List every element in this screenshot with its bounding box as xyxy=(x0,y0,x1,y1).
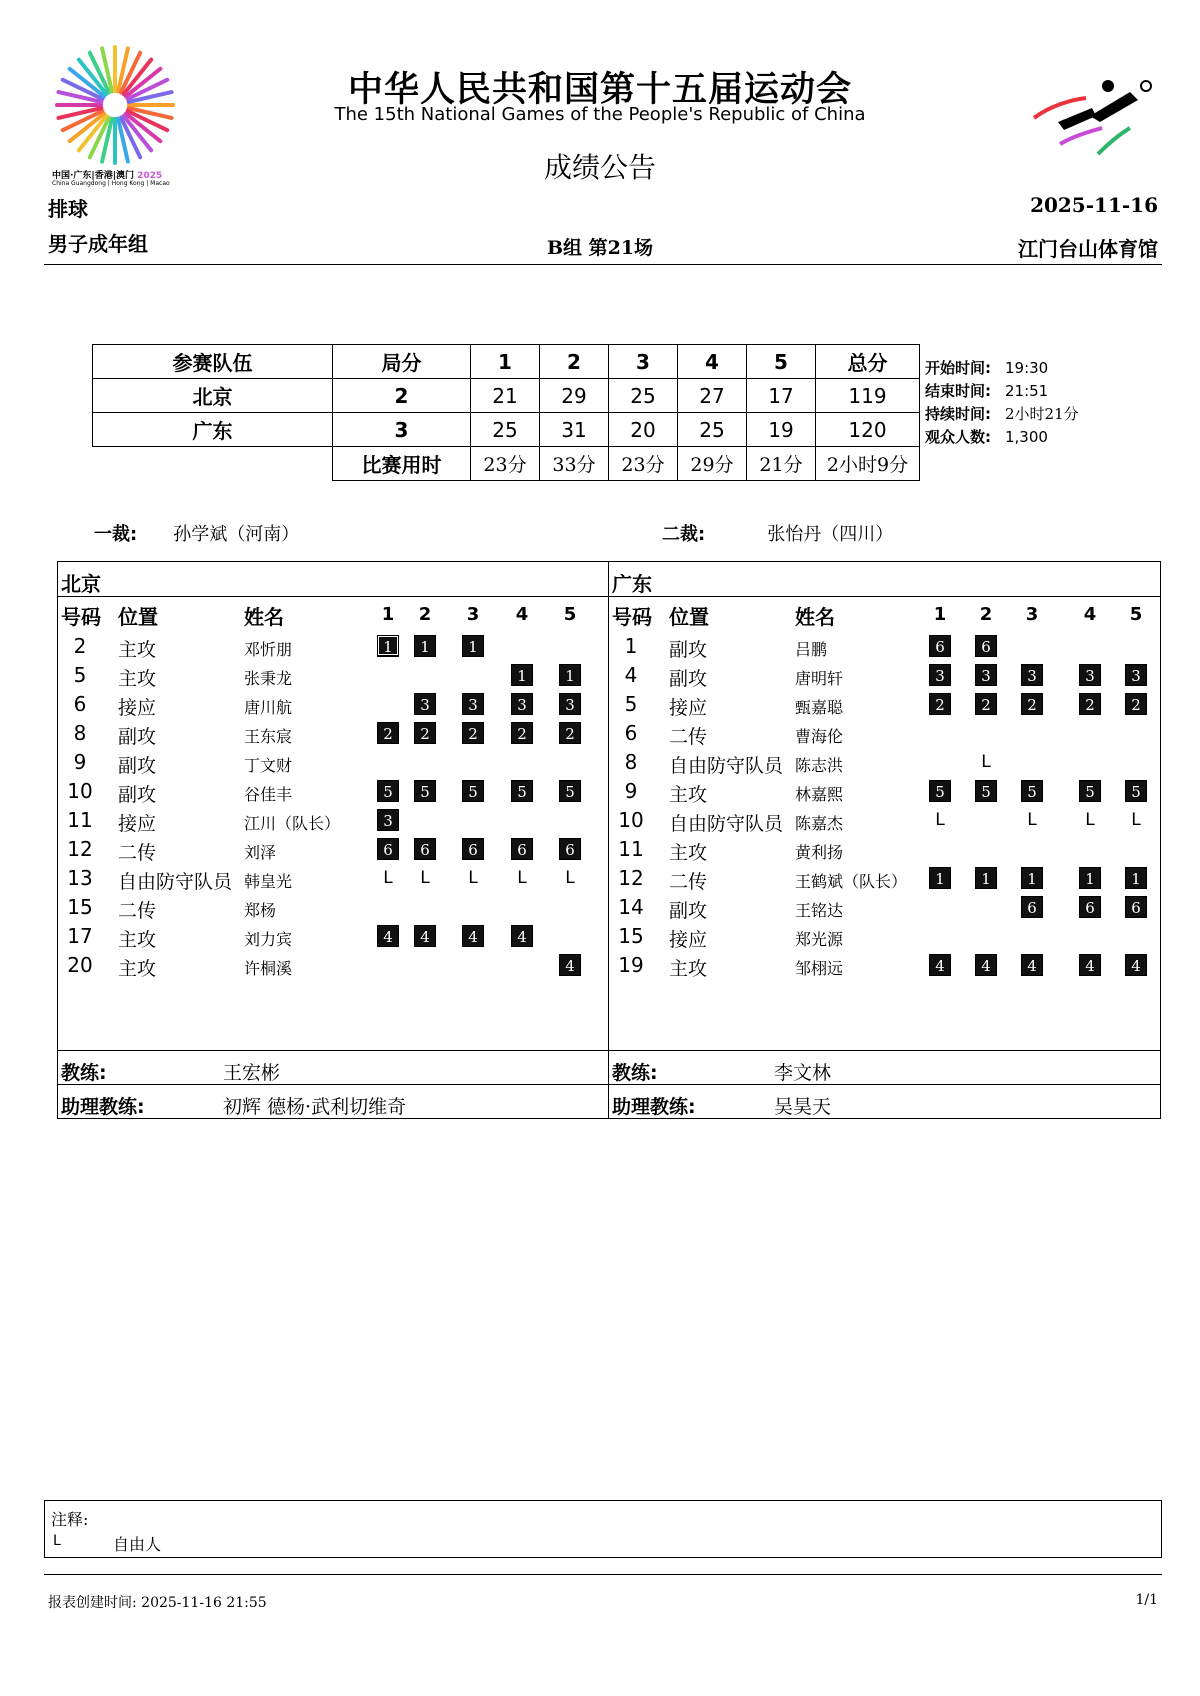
player-number: 8 xyxy=(73,721,87,745)
starting-position-badge: 1 xyxy=(414,635,436,657)
column-header-position: 位置 xyxy=(118,605,158,629)
player-row xyxy=(609,951,1159,979)
starting-position-badge: 4 xyxy=(414,925,436,947)
libero-marker: L xyxy=(1027,810,1037,830)
player-number: 1 xyxy=(624,634,638,658)
player-name: 邓忻朋 xyxy=(244,640,293,659)
volleyball-pictogram-icon xyxy=(1030,78,1152,156)
column-header-set: 5 xyxy=(563,604,577,625)
team-name: 广东 xyxy=(93,413,333,447)
starting-position-badge: 5 xyxy=(929,780,951,802)
player-name: 唐川航 xyxy=(244,698,293,717)
footer-divider xyxy=(44,1574,1162,1575)
player-name: 刘力宾 xyxy=(244,930,293,949)
player-position: 副攻 xyxy=(669,668,708,690)
starting-position-badge: 5 xyxy=(1079,780,1101,802)
starting-position-badge: 2 xyxy=(377,722,399,744)
duration-spacer xyxy=(93,447,333,481)
player-position: 接应 xyxy=(118,813,157,835)
starting-position-badge: 3 xyxy=(1125,664,1147,686)
player-number: 12 xyxy=(67,837,93,861)
info-label: 开始时间: xyxy=(925,359,991,377)
player-name: 陈志洪 xyxy=(795,756,844,775)
player-position: 二传 xyxy=(669,726,708,748)
info-label: 观众人数: xyxy=(925,428,991,446)
starting-position-badge: 5 xyxy=(462,780,484,802)
starting-position-badge: 4 xyxy=(1079,954,1101,976)
player-name: 林嘉熙 xyxy=(795,785,844,804)
assistant-coach-label: 助理教练: xyxy=(612,1096,696,1118)
player-row xyxy=(58,893,608,921)
starting-position-badge: 2 xyxy=(1125,693,1147,715)
info-value: 19:30 xyxy=(1005,359,1049,377)
player-position: 自由防守队员 xyxy=(669,813,784,835)
player-name: 王东宸 xyxy=(244,727,293,746)
starting-position-badge: 5 xyxy=(559,780,581,802)
player-name: 张秉龙 xyxy=(244,669,293,688)
starting-position-badge: 3 xyxy=(975,664,997,686)
column-header-set: 4 xyxy=(515,604,529,625)
starting-position-badge: 1 xyxy=(1021,867,1043,889)
column-header-number: 号码 xyxy=(612,605,652,629)
set-score: 25 xyxy=(471,413,540,447)
sport-label: 排球 xyxy=(48,197,88,221)
team-name: 北京 xyxy=(93,379,333,413)
player-row xyxy=(58,632,608,660)
coach-label: 教练: xyxy=(61,1062,107,1084)
starting-position-badge: 6 xyxy=(929,635,951,657)
player-row xyxy=(58,777,608,805)
referee-name: 张怡丹（四川） xyxy=(767,524,894,545)
player-position: 自由防守队员 xyxy=(118,871,233,893)
player-name: 丁文财 xyxy=(244,756,293,775)
score-row-team-1 xyxy=(93,379,920,413)
player-number: 5 xyxy=(73,663,87,687)
starting-position-badge: 2 xyxy=(1021,693,1043,715)
page-number: 1/1 xyxy=(1135,1592,1158,1608)
header-team: 参赛队伍 xyxy=(93,345,333,379)
starting-position-badge: 6 xyxy=(559,838,581,860)
assistant-coach-name: 吴昊天 xyxy=(774,1096,832,1118)
first-referee xyxy=(94,520,299,546)
duration-row xyxy=(93,447,920,481)
assistant-coach-name: 初辉 德杨·武利切维奇 xyxy=(223,1096,407,1118)
header-total: 总分 xyxy=(816,345,920,379)
player-name: 唐明轩 xyxy=(795,669,844,688)
starting-position-badge: 4 xyxy=(462,925,484,947)
starting-position-badge: 3 xyxy=(511,693,533,715)
player-position: 接应 xyxy=(669,929,708,951)
player-name: 郑光源 xyxy=(795,930,844,949)
column-header-set: 2 xyxy=(979,604,993,625)
libero-marker: L xyxy=(468,868,478,888)
national-games-logo xyxy=(52,42,178,192)
header-set-3: 3 xyxy=(609,345,678,379)
player-position: 副攻 xyxy=(669,900,708,922)
player-number: 13 xyxy=(67,866,93,890)
assistant-coach-row xyxy=(612,1092,832,1119)
player-row xyxy=(609,661,1159,689)
header-set-5: 5 xyxy=(747,345,816,379)
set-duration: 23分 xyxy=(471,447,540,481)
referee-label: 二裁: xyxy=(662,524,706,545)
starting-position-badge: 6 xyxy=(414,838,436,860)
header-sets-won: 局分 xyxy=(333,345,471,379)
player-number: 9 xyxy=(624,779,638,803)
player-number: 12 xyxy=(618,866,644,890)
info-value: 2小时21分 xyxy=(1005,405,1079,423)
player-position: 副攻 xyxy=(118,784,157,806)
player-position: 自由防守队员 xyxy=(669,755,784,777)
player-row xyxy=(58,806,608,834)
starting-position-badge: 1 xyxy=(1125,867,1147,889)
total-score: 120 xyxy=(816,413,920,447)
player-row xyxy=(609,864,1159,892)
column-header-set: 4 xyxy=(1083,604,1097,625)
starting-position-badge: 4 xyxy=(1125,954,1147,976)
games-title-zh: 中华人民共和国第十五届运动会 xyxy=(347,70,852,110)
player-name: 韩皇光 xyxy=(244,872,293,891)
info-label: 持续时间: xyxy=(925,405,991,423)
player-row xyxy=(58,748,608,776)
player-number: 11 xyxy=(67,808,93,832)
player-row xyxy=(609,719,1159,747)
starting-position-badge: 4 xyxy=(975,954,997,976)
player-row xyxy=(58,719,608,747)
starting-position-badge: 2 xyxy=(414,722,436,744)
player-row xyxy=(609,806,1159,834)
starting-position-badge: 3 xyxy=(414,693,436,715)
player-number: 9 xyxy=(73,750,87,774)
starting-position-badge: 4 xyxy=(377,925,399,947)
starting-position-badge: 3 xyxy=(1079,664,1101,686)
starting-position-badge: 1 xyxy=(559,664,581,686)
player-position: 主攻 xyxy=(118,639,157,661)
starting-position-badge: 2 xyxy=(462,722,484,744)
starting-position-badge: 4 xyxy=(559,954,581,976)
starting-position-badge: 2 xyxy=(511,722,533,744)
coach-name: 李文林 xyxy=(774,1062,832,1084)
starting-position-badge: 3 xyxy=(559,693,581,715)
column-header-name: 姓名 xyxy=(244,605,284,629)
player-name: 黄利扬 xyxy=(795,843,844,862)
info-duration xyxy=(925,403,1079,424)
score-row-team-2 xyxy=(93,413,920,447)
libero-marker: L xyxy=(1085,810,1095,830)
score-header-row xyxy=(93,345,920,379)
libero-marker: L xyxy=(420,868,430,888)
set-duration: 29分 xyxy=(678,447,747,481)
player-position: 二传 xyxy=(118,900,157,922)
player-number: 6 xyxy=(624,721,638,745)
player-position: 二传 xyxy=(118,842,157,864)
player-name: 江川（队长） xyxy=(244,814,341,833)
sets-won: 3 xyxy=(333,413,471,447)
libero-marker: L xyxy=(383,868,393,888)
starting-position-badge: 5 xyxy=(1125,780,1147,802)
team-roster-2 xyxy=(609,562,1159,1118)
player-name: 刘泽 xyxy=(244,843,277,862)
assistant-coach-row xyxy=(61,1092,407,1119)
set-score: 31 xyxy=(540,413,609,447)
player-name: 曹海伦 xyxy=(795,727,844,746)
coach-row xyxy=(61,1058,281,1085)
starting-position-badge: 6 xyxy=(462,838,484,860)
starting-position-badge: 3 xyxy=(1021,664,1043,686)
player-row xyxy=(58,864,608,892)
info-label: 结束时间: xyxy=(925,382,991,400)
column-header-set: 2 xyxy=(418,604,432,625)
player-position: 主攻 xyxy=(118,668,157,690)
player-name: 王铭达 xyxy=(795,901,844,920)
starting-position-badge: 5 xyxy=(975,780,997,802)
starting-position-badge: 6 xyxy=(511,838,533,860)
notes-label: 注释: xyxy=(51,1510,89,1529)
libero-marker: L xyxy=(981,752,991,772)
report-created-time: 报表创建时间: 2025-11-16 21:55 xyxy=(48,1595,267,1611)
player-name: 谷佳丰 xyxy=(244,785,293,804)
player-number: 4 xyxy=(624,663,638,687)
player-position: 主攻 xyxy=(118,929,157,951)
team-roster-name: 广东 xyxy=(612,572,652,596)
player-name: 郑杨 xyxy=(244,901,277,920)
libero-marker: L xyxy=(517,868,527,888)
column-header-set: 3 xyxy=(466,604,480,625)
info-value: 21:51 xyxy=(1005,382,1049,400)
column-header-name: 姓名 xyxy=(795,605,835,629)
header-set-1: 1 xyxy=(471,345,540,379)
info-spectators xyxy=(925,426,1048,447)
player-row xyxy=(609,777,1159,805)
set-score: 21 xyxy=(471,379,540,413)
libero-marker: L xyxy=(565,868,575,888)
starting-position-badge: 3 xyxy=(377,809,399,831)
player-name: 邹栩远 xyxy=(795,959,844,978)
starting-position-badge: 1 xyxy=(929,867,951,889)
player-number: 15 xyxy=(618,924,644,948)
player-number: 8 xyxy=(624,750,638,774)
notes-code: L xyxy=(53,1533,61,1549)
starting-position-badge: 4 xyxy=(929,954,951,976)
libero-marker: L xyxy=(935,810,945,830)
team-roster-1 xyxy=(58,562,608,1118)
set-score: 27 xyxy=(678,379,747,413)
coach-label: 教练: xyxy=(612,1062,658,1084)
player-number: 11 xyxy=(618,837,644,861)
starting-position-badge: 2 xyxy=(559,722,581,744)
match-label: B组 第21场 xyxy=(546,237,654,259)
info-start xyxy=(925,357,1048,378)
player-row xyxy=(609,922,1159,950)
set-score: 19 xyxy=(747,413,816,447)
libero-marker: L xyxy=(1131,810,1141,830)
starting-position-badge: 2 xyxy=(929,693,951,715)
starting-position-badge: 1 xyxy=(1079,867,1101,889)
player-row xyxy=(58,951,608,979)
national-games-emblem-icon xyxy=(52,42,178,168)
starting-position-badge: 1 xyxy=(511,664,533,686)
duration-label: 比赛用时 xyxy=(333,447,471,481)
player-number: 10 xyxy=(618,808,644,832)
roster-panel xyxy=(57,561,1161,1119)
category-label: 男子成年组 xyxy=(48,232,148,256)
starting-position-badge: 6 xyxy=(975,635,997,657)
player-number: 2 xyxy=(73,634,87,658)
starting-position-badge: 5 xyxy=(414,780,436,802)
player-number: 6 xyxy=(73,692,87,716)
column-header-set: 1 xyxy=(381,604,395,625)
player-name: 甄嘉聪 xyxy=(795,698,844,717)
player-number: 20 xyxy=(67,953,93,977)
starting-position-badge: 6 xyxy=(1079,896,1101,918)
starting-position-badge: 6 xyxy=(1125,896,1147,918)
player-number: 14 xyxy=(618,895,644,919)
player-name: 王鹤斌（队长） xyxy=(795,872,908,891)
total-duration: 2小时9分 xyxy=(816,447,920,481)
score-table xyxy=(92,344,920,481)
info-end xyxy=(925,380,1048,401)
document-title: 成绩公告 xyxy=(543,151,656,184)
set-score: 25 xyxy=(678,413,747,447)
player-row xyxy=(609,893,1159,921)
player-row xyxy=(609,632,1159,660)
column-header-set: 1 xyxy=(933,604,947,625)
player-position: 二传 xyxy=(669,871,708,893)
referee-name: 孙学斌（河南） xyxy=(173,524,300,545)
assistant-coach-label: 助理教练: xyxy=(61,1096,145,1118)
player-row xyxy=(58,835,608,863)
starting-position-badge: 6 xyxy=(1021,896,1043,918)
starting-position-badge: 1 xyxy=(377,635,399,657)
player-position: 接应 xyxy=(669,697,708,719)
coach-name: 王宏彬 xyxy=(223,1062,281,1084)
header-divider xyxy=(44,264,1162,265)
player-position: 主攻 xyxy=(118,958,157,980)
player-number: 19 xyxy=(618,953,644,977)
header-set-2: 2 xyxy=(540,345,609,379)
player-row xyxy=(609,690,1159,718)
starting-position-badge: 1 xyxy=(462,635,484,657)
match-date: 2025-11-16 xyxy=(1030,193,1158,217)
player-number: 17 xyxy=(67,924,93,948)
player-position: 接应 xyxy=(118,697,157,719)
set-duration: 33分 xyxy=(540,447,609,481)
set-score: 25 xyxy=(609,379,678,413)
team-roster-name: 北京 xyxy=(61,572,101,596)
player-number: 5 xyxy=(624,692,638,716)
player-row xyxy=(58,661,608,689)
starting-position-badge: 4 xyxy=(1021,954,1043,976)
starting-position-badge: 5 xyxy=(511,780,533,802)
player-name: 许桐溪 xyxy=(244,959,293,978)
coach-row xyxy=(612,1058,832,1085)
set-duration: 23分 xyxy=(609,447,678,481)
logo-caption-en: China Guangdong | Hong Kong | Macao xyxy=(52,180,170,187)
notes-description: 自由人 xyxy=(113,1535,162,1554)
player-name: 陈嘉杰 xyxy=(795,814,844,833)
starting-position-badge: 6 xyxy=(377,838,399,860)
player-row xyxy=(58,922,608,950)
starting-position-badge: 2 xyxy=(1079,693,1101,715)
column-header-set: 3 xyxy=(1025,604,1039,625)
player-position: 副攻 xyxy=(118,755,157,777)
games-title-en: The 15th National Games of the People's Republic of China xyxy=(334,104,866,125)
notes-box xyxy=(44,1500,1162,1558)
player-position: 主攻 xyxy=(669,842,708,864)
player-name: 吕鹏 xyxy=(795,640,828,659)
player-number: 15 xyxy=(67,895,93,919)
player-position: 主攻 xyxy=(669,784,708,806)
starting-position-badge: 2 xyxy=(975,693,997,715)
logo-caption-text: 中国·广东|香港|澳门 xyxy=(52,171,134,181)
venue-label: 江门台山体育馆 xyxy=(1018,237,1158,261)
referee-label: 一裁: xyxy=(94,524,138,545)
second-referee xyxy=(662,520,893,546)
player-number: 10 xyxy=(67,779,93,803)
column-header-set: 5 xyxy=(1129,604,1143,625)
set-score: 20 xyxy=(609,413,678,447)
sets-won: 2 xyxy=(333,379,471,413)
starting-position-badge: 3 xyxy=(929,664,951,686)
info-value: 1,300 xyxy=(1005,428,1048,446)
player-position: 主攻 xyxy=(669,958,708,980)
set-score: 17 xyxy=(747,379,816,413)
player-row xyxy=(609,748,1159,776)
starting-position-badge: 3 xyxy=(462,693,484,715)
starting-position-badge: 1 xyxy=(975,867,997,889)
total-score: 119 xyxy=(816,379,920,413)
column-header-number: 号码 xyxy=(61,605,101,629)
header-set-4: 4 xyxy=(678,345,747,379)
starting-position-badge: 4 xyxy=(511,925,533,947)
player-row xyxy=(609,835,1159,863)
column-header-position: 位置 xyxy=(669,605,709,629)
set-score: 29 xyxy=(540,379,609,413)
player-row xyxy=(58,690,608,718)
player-position: 副攻 xyxy=(669,639,708,661)
starting-position-badge: 5 xyxy=(1021,780,1043,802)
logo-caption-year: 2025 xyxy=(137,171,163,181)
player-position: 副攻 xyxy=(118,726,157,748)
set-duration: 21分 xyxy=(747,447,816,481)
starting-position-badge: 5 xyxy=(377,780,399,802)
